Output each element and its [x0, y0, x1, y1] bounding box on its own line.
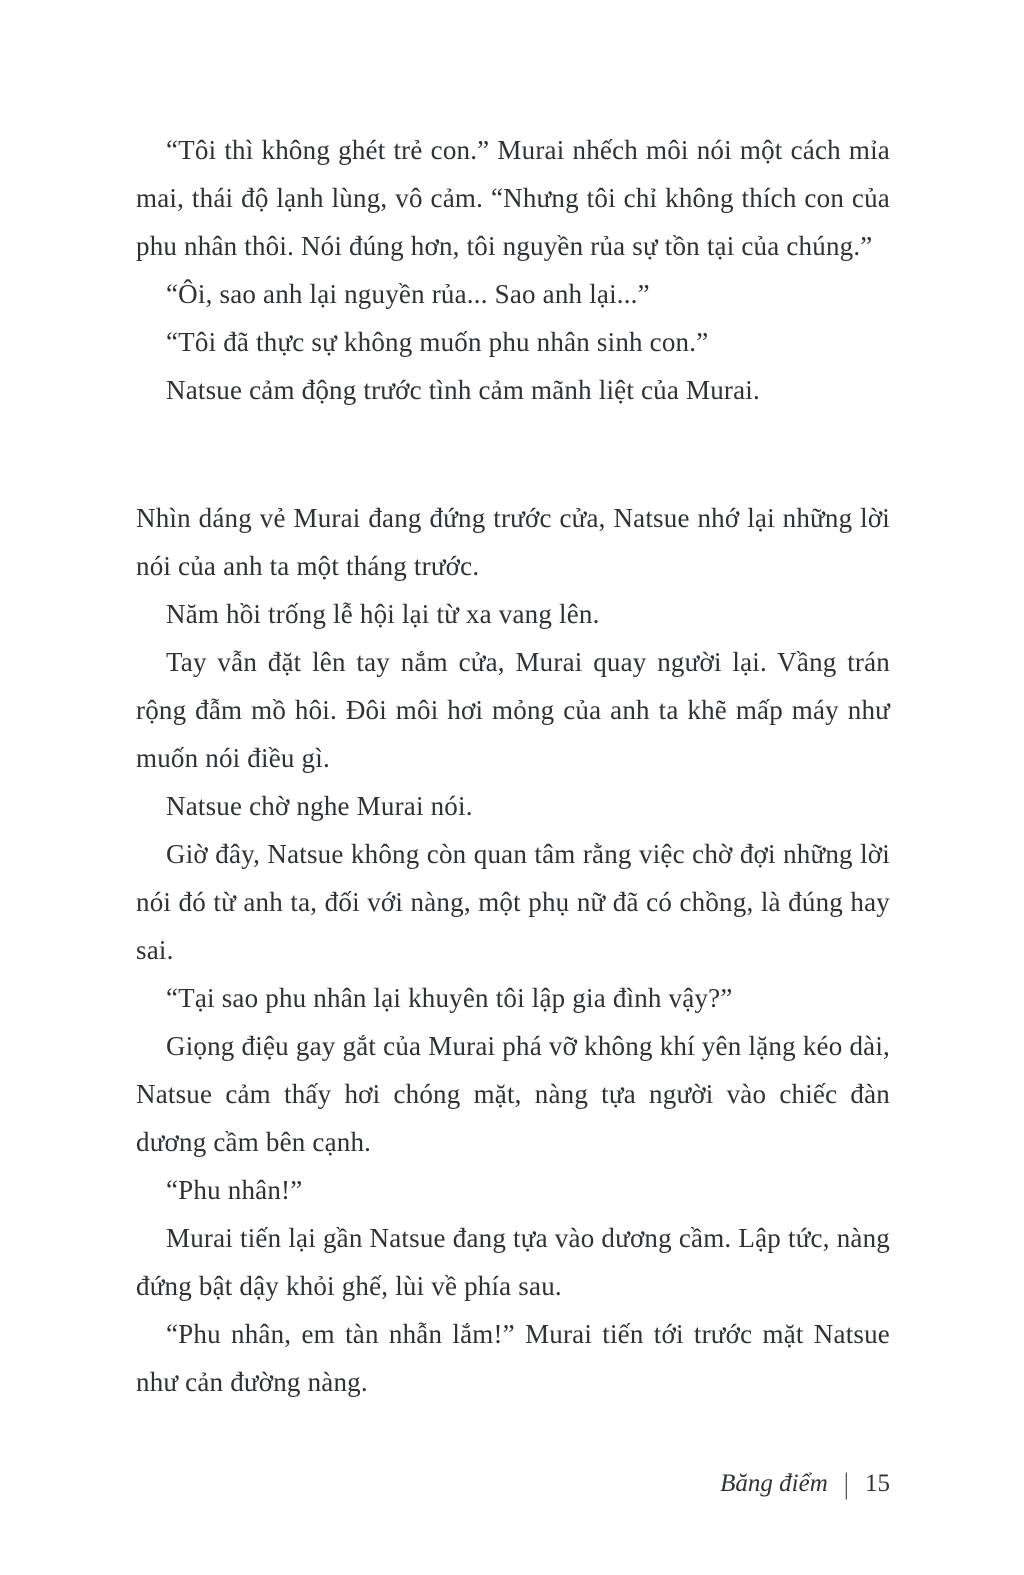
footer-divider: |: [843, 1466, 849, 1501]
paragraph: Murai tiến lại gần Natsue đang tựa vào dương cầm. Lập tức, nàng đứng bật dậy khỏi ghế, lùi về phía sau.: [136, 1223, 890, 1301]
paragraph: Giờ đây, Natsue không còn quan tâm rằng việc chờ đợi những lời nói đó từ anh ta, đối với nàng, một phụ nữ đã có chồng, là đúng hay sai.: [136, 839, 890, 965]
paragraph: “Tôi đã thực sự không muốn phu nhân sinh con.”: [166, 327, 709, 357]
page-footer: [136, 1466, 890, 1502]
footer-book-title: Băng điểm: [720, 1470, 828, 1497]
paragraph: “Ôi, sao anh lại nguyền rủa... Sao anh lại...”: [166, 279, 650, 309]
paragraph: Natsue chờ nghe Murai nói.: [166, 791, 473, 821]
paragraph: Tay vẫn đặt lên tay nắm cửa, Murai quay người lại. Vầng trán rộng đẫm mồ hôi. Đôi môi hơi mỏng của anh ta khẽ mấp máy như muốn nói điều gì.: [136, 647, 890, 773]
paragraph: “Tại sao phu nhân lại khuyên tôi lập gia đình vậy?”: [166, 983, 733, 1013]
paragraph: Năm hồi trống lễ hội lại từ xa vang lên.: [166, 599, 600, 629]
paragraph: “Tôi thì không ghét trẻ con.” Murai nhếch môi nói một cách mỉa mai, thái độ lạnh lùng, vô cảm. “Nhưng tôi chỉ không thích con của phu nhân thôi. Nói đúng hơn, tôi nguyền rủa sự tồn tại của chúng.”: [136, 135, 890, 261]
paragraph: Nhìn dáng vẻ Murai đang đứng trước cửa, Natsue nhớ lại những lời nói của anh ta một tháng trước.: [136, 503, 890, 581]
paragraph: Natsue cảm động trước tình cảm mãnh liệt của Murai.: [166, 375, 760, 405]
paragraph: “Phu nhân, em tàn nhẫn lắm!” Murai tiến tới trước mặt Natsue như cản đường nàng.: [136, 1319, 890, 1397]
paragraph: “Phu nhân!”: [166, 1175, 303, 1205]
page-text-block: [136, 126, 890, 1406]
footer-page-number: 15: [865, 1470, 890, 1497]
paragraph: Giọng điệu gay gắt của Murai phá vỡ không khí yên lặng kéo dài, Natsue cảm thấy hơi chóng mặt, nàng tựa người vào chiếc đàn dương cầm bên cạnh.: [136, 1031, 890, 1157]
